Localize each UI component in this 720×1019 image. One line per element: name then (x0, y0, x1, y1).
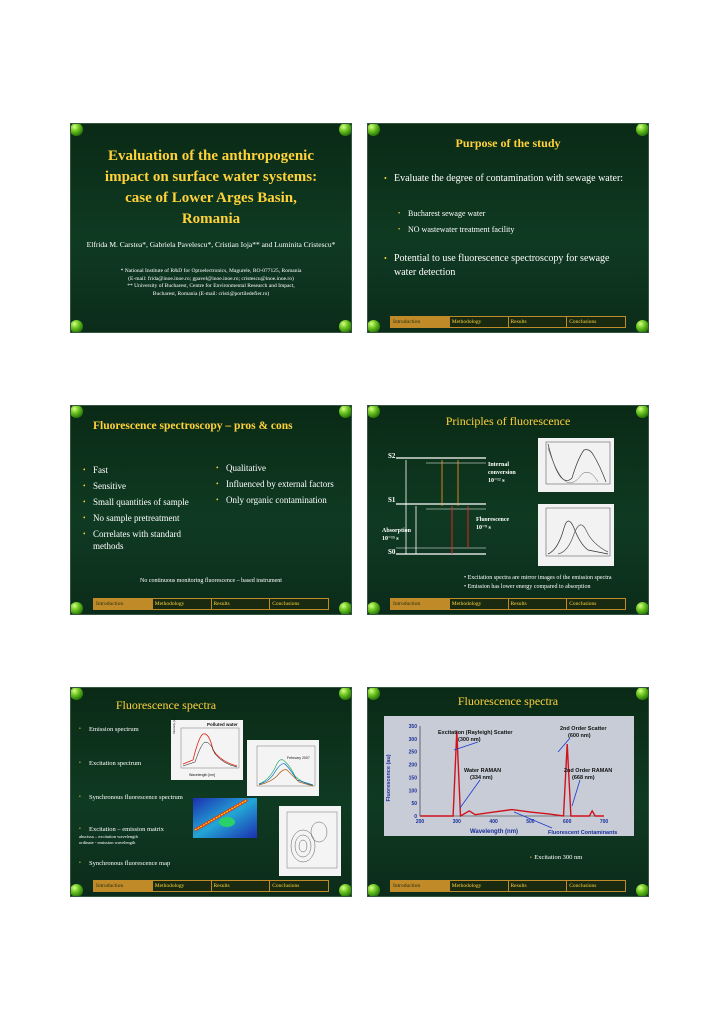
corner-orb (636, 602, 649, 615)
nav-methodology[interactable]: Methodology (450, 317, 509, 327)
abscissa-note: abscissa – excitation wavelength (79, 834, 138, 839)
x-tick-label: 300 (452, 819, 461, 825)
nav-bar (93, 598, 329, 610)
nav-introduction[interactable]: Introduction (94, 881, 153, 891)
corner-orb (339, 123, 352, 136)
abs-time: 10⁻¹⁵ s (382, 536, 399, 542)
footer-note: No continuous monitoring fluorescence – based instrument (140, 578, 282, 584)
caption-bullet: • (530, 856, 535, 861)
y-tick-label: 300 (408, 736, 417, 743)
nav-introduction[interactable]: Introduction (391, 881, 450, 891)
notes (464, 574, 612, 592)
nav-conclusions[interactable]: Conclusions (569, 319, 597, 325)
corner-orb (367, 884, 380, 897)
title-line: impact on surface water systems: (104, 169, 318, 185)
label-2nd-raman-nm: (668 nm) (572, 775, 595, 781)
nav-bar (93, 880, 329, 892)
slide-title-text: Fluorescence spectra (115, 698, 217, 712)
x-tick-label: 400 (489, 819, 498, 825)
synchronous-map-plot (279, 806, 341, 876)
affil-line: ** University of Bucharest, Centre for Environmental Research and Impact, (127, 283, 295, 289)
spectra-item: • Synchronous fluorescence map (79, 860, 170, 867)
corner-orb (70, 320, 83, 333)
y-tick-label: 150 (408, 775, 417, 782)
matrix-notes (79, 834, 138, 846)
fluorescence-chart (384, 716, 634, 836)
corner-orb (339, 320, 352, 333)
affil-emails: (E-mail: frida@inoe.inoe.ro; gpavel@inoe.inoe.ro; cristescu@inoe.inoe.ro) (128, 275, 294, 282)
fluorescence-label (476, 516, 509, 532)
corner-orb (70, 405, 83, 418)
x-tick-label: 700 (599, 819, 609, 825)
x-tick-label: 200 (415, 819, 425, 825)
corner-orb (636, 320, 649, 333)
main-title (71, 146, 351, 230)
nav-results[interactable]: Results (509, 317, 568, 327)
corner-orb (636, 884, 649, 897)
nav-results[interactable]: Results (212, 881, 271, 891)
slide-title-text: Purpose of the study (455, 136, 561, 150)
abs-text: Absorption (382, 528, 412, 534)
emission-spectrum-plot (538, 504, 614, 566)
polluted-water-plot (171, 720, 243, 780)
bullet-item: • Potential to use fluorescence spectroscopy for sewage water detection (384, 252, 634, 280)
con-item: • Only organic contamination (216, 494, 341, 506)
nav-introduction[interactable]: Introduction (391, 317, 450, 327)
bullet-list (384, 172, 634, 186)
title-line: Evaluation of the anthropogenic (108, 148, 314, 164)
slide-principles (367, 405, 649, 615)
corner-orb (339, 687, 352, 700)
absorption-spectrum-plot (538, 438, 614, 492)
x-tick-label: 500 (526, 819, 535, 825)
plot2-title: February 2007 (287, 756, 310, 760)
label-2nd-raman: 2nd Order RAMAN (564, 768, 613, 774)
chart-xlabel: Wavelength (nm) (469, 829, 519, 835)
spectra-item: • Synchronous fluorescence spectrum (79, 794, 183, 801)
corner-orb (367, 602, 380, 615)
affiliations (77, 268, 345, 298)
spectra-item: • Emission spectrum (79, 726, 139, 733)
pro-item: • Small quantities of sample (83, 494, 208, 510)
absorption-label (382, 527, 411, 543)
cons-list (216, 462, 341, 506)
label-contaminants: Fluorescent Contaminants (548, 830, 618, 836)
plot1-title: Polluted water (207, 722, 238, 727)
sub-bullet-item: • NO wastewater treatment facility (398, 222, 634, 238)
spectra-item: • Excitation – emission matrix (79, 826, 164, 833)
y-tick-label: 0 (414, 814, 417, 820)
eem-matrix-plot (187, 796, 259, 844)
label-water-raman-nm: (334 nm) (470, 775, 493, 781)
pro-item: • No sample pretreatment (83, 510, 208, 526)
y-tick-label: 100 (408, 788, 417, 795)
plot1-ylabel: Intensity [a.u.] (172, 715, 176, 734)
corner-orb (70, 884, 83, 897)
corner-orb (339, 602, 352, 615)
pro-item: • Sensitive (83, 478, 208, 494)
affil-line: Bucharest, Romania (E-mail: cristi@portiledefier.ro) (152, 290, 270, 297)
pro-item: • Correlates with standard methods (83, 528, 208, 552)
nav-introduction[interactable]: Introduction (391, 599, 450, 609)
ic-text: Internal conversion (488, 462, 516, 476)
plot1-xlabel: Wavelength [nm] (189, 773, 216, 777)
caption-text: Excitation 300 nm (534, 854, 583, 861)
nav-methodology[interactable]: Methodology (450, 881, 509, 891)
bullet-item: • Evaluate the degree of contamination with sewage water: (384, 172, 634, 186)
slide-purpose (367, 123, 649, 333)
affil-line: * National Institute of R&D for Optoelectronics, Magurele, RO-077125, Romania (120, 268, 302, 274)
corner-orb (367, 123, 380, 136)
nav-methodology[interactable]: Methodology (153, 599, 212, 609)
jablonski-diagram (382, 444, 502, 574)
corner-orb (70, 602, 83, 615)
slide-pros-cons (70, 405, 352, 615)
label-2nd-scatter: 2nd Order Scatter (560, 726, 607, 732)
nav-bar (390, 316, 626, 328)
pros-list (83, 462, 208, 552)
sub-bullet-item: • Bucharest sewage water (398, 206, 634, 222)
note-line: • Emission has lower energy compared to absorption (464, 584, 591, 590)
nav-introduction[interactable]: Introduction (94, 599, 153, 609)
y-tick-label: 200 (408, 762, 417, 769)
corner-orb (636, 123, 649, 136)
slide-title-text: Principles of fluorescence (445, 414, 571, 428)
nav-conclusions[interactable]: Conclusions (569, 601, 597, 607)
slide-spectra-chart (367, 687, 649, 897)
nav-conclusions[interactable]: Conclusions (569, 883, 597, 889)
nav-results[interactable]: Results (509, 881, 568, 891)
nav-conclusions[interactable]: Conclusions (272, 883, 300, 889)
nav-conclusions[interactable]: Conclusions (272, 601, 300, 607)
nav-results[interactable]: Results (212, 599, 271, 609)
pro-item: • Fast (83, 462, 208, 478)
slide-spectra-types (70, 687, 352, 897)
label-rayleigh-nm: (300 nm) (458, 737, 481, 743)
corner-orb (339, 405, 352, 418)
title-line: Romania (181, 211, 241, 227)
nav-bar (390, 598, 626, 610)
chart-caption (530, 854, 582, 861)
sub-bullet-list (398, 206, 634, 238)
label-rayleigh: Excitation (Rayleigh) Scatter (438, 730, 513, 736)
con-item: • Qualitative (216, 462, 341, 474)
con-item: • Influenced by external factors (216, 478, 341, 490)
corner-orb (339, 884, 352, 897)
spectra-item: • Excitation spectrum (79, 760, 141, 767)
slide-title-text: Fluorescence spectroscopy – pros & cons (93, 420, 293, 432)
nav-results[interactable]: Results (509, 599, 568, 609)
label-s1: S1 (388, 496, 396, 504)
nav-bar (390, 880, 626, 892)
internal-conversion-label (488, 461, 532, 485)
chart-ylabel: Fluorescence (au) (386, 754, 392, 802)
nav-methodology[interactable]: Methodology (153, 881, 212, 891)
authors: Elfrida M. Carstea*, Gabriela Pavelescu*, Cristian Ioja** and Luminita Cristescu* (86, 240, 336, 249)
slide-title (70, 123, 352, 333)
y-tick-label: 50 (411, 801, 417, 808)
y-tick-label: 350 (408, 724, 417, 730)
ic-time: 10⁻¹² s (488, 478, 505, 484)
fl-time: 10⁻⁹ s (476, 525, 491, 531)
label-2nd-scatter-nm: (600 nm) (568, 733, 591, 739)
corner-orb (367, 320, 380, 333)
bullet-list (384, 252, 634, 280)
label-s2: S2 (388, 452, 396, 460)
slide-title-text: Fluorescence spectra (457, 694, 559, 708)
fl-text: Fluorescence (476, 517, 510, 523)
nav-methodology[interactable]: Methodology (450, 599, 509, 609)
ordinate-note: ordinate - emission wavelength (79, 840, 136, 845)
label-s0: S0 (388, 548, 396, 556)
february-plot (247, 740, 319, 796)
label-water-raman: Water RAMAN (464, 768, 502, 774)
note-line: • Excitation spectra are mirror images of the emission spectra (464, 575, 612, 581)
x-tick-label: 600 (563, 819, 572, 825)
y-tick-label: 250 (408, 749, 417, 756)
title-line: case of Lower Arges Basin, (125, 190, 297, 206)
corner-orb (70, 123, 83, 136)
